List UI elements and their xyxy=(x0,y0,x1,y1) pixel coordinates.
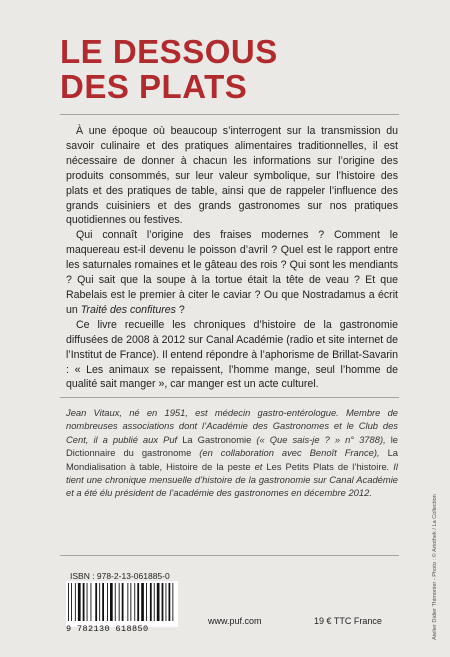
barcode-bar xyxy=(169,583,171,621)
barcode-bar xyxy=(115,583,116,621)
bio-part-1: Jean Vitaux, né en 1951, est médecin gastro-entérologue. Membre de nombreuses associations dont l’Académie des Gastronomes et le Club des Cent, il a publié aux Puf xyxy=(66,407,398,445)
blurb-paragraph-2-end: ? xyxy=(175,303,185,316)
title-line-2: DES PLATS xyxy=(60,68,248,105)
barcode-bar xyxy=(110,583,113,621)
barcode-digits: 9 782130 618850 xyxy=(66,624,149,634)
divider-bottom xyxy=(60,555,399,556)
book-title xyxy=(60,34,278,104)
title-line-1: LE DESSOUS xyxy=(60,33,278,70)
barcode-bar xyxy=(130,583,131,621)
barcode-bar xyxy=(99,583,100,621)
bio-part-3: (en collaboration avec Benoît France), xyxy=(191,447,388,459)
barcode-bar xyxy=(68,583,69,621)
barcode-bar xyxy=(157,583,160,621)
barcode-bar xyxy=(83,583,85,621)
price: 19 € TTC France xyxy=(314,616,382,626)
blurb-paragraph-1: À une époque où beaucoup s’interrogent sur la transmission du savoir culinaire et des pratiques alimentaires traditionnelles, il est nécessaire de donner à chacun les informations sur l’origine des produits consommés, sur leur valeur symbolique, sur l’histoire des plats et des pratiques de table, ainsi que de rappeler l’influence des grands cuisiniers et des grands gastronomes sur nos pratiques quotidiennes ou festives. xyxy=(66,125,398,227)
barcode-bar xyxy=(162,583,164,621)
barcode-bar xyxy=(75,583,76,621)
barcode-bar xyxy=(122,583,124,621)
barcode-bar xyxy=(71,583,72,621)
barcode-bar xyxy=(102,583,104,621)
bio-book-1: La Gastronomie xyxy=(182,433,252,445)
barcode-bar xyxy=(134,583,135,621)
divider-middle xyxy=(60,397,399,398)
bio-book-3: La Mondialisation à table, Histoire de la peste xyxy=(66,447,398,472)
bio-book-2: le Dictionnaire du gastronome xyxy=(66,433,398,459)
barcode-bar xyxy=(141,583,144,621)
bio-part-4: et xyxy=(250,460,267,472)
isbn-label: ISBN : 978-2-13-061885-0 xyxy=(70,571,170,581)
barcode-bar xyxy=(127,583,128,621)
barcode-bar xyxy=(119,583,120,621)
barcode-bar xyxy=(166,583,167,621)
blurb-paragraph-2-start: Qui connaît l’origine des fraises modernes ? Comment le maquereau est-il devenu le poisson d’avril ? Quel est le rapport entre les saturnales romaines et le gâteau des rois ? Qui sont les mendiants ? Qui sait que la soupe à la tortue était la tête de veau ? Et que Rabelais est le premier à citer le caviar ? Ou que Nostradamus a écrit un xyxy=(66,229,398,316)
barcode-bar xyxy=(172,583,173,621)
barcode-bar xyxy=(95,583,97,621)
barcode xyxy=(66,581,178,627)
blurb-paragraph-2 xyxy=(66,228,398,317)
book-title-confitures: Traité des confitures xyxy=(80,303,176,316)
barcode-bar xyxy=(87,583,88,621)
publisher-website: www.puf.com xyxy=(208,616,262,626)
blurb xyxy=(66,124,398,392)
bio-book-4: Les Petits Plats de l’histoire xyxy=(266,460,387,472)
bio-part-5: . Il tient une chronique mensuelle d’histoire de la gastronomie sur Canal Académie et a été élu président de l’académie des gastronomes en décembre 2012. xyxy=(66,460,398,499)
barcode-bar xyxy=(137,583,139,621)
bio-part-2: (« Que sais-je ? » n° 3788), xyxy=(251,433,391,445)
author-bio xyxy=(66,406,398,500)
barcode-bar xyxy=(150,583,152,621)
blurb-paragraph-3: Ce livre recueille les chroniques d’histoire de la gastronomie diffusées de 2008 à 2012 sur Canal Académie (radio et site internet de l’Institut de France). Il entend répondre à l’aphorisme de Brillat-Savarin : « Les animaux se repaissent, l’homme mange, seul l’homme de qualité sait manger », car manger est un acte culturel. xyxy=(66,318,398,391)
credits: Atelier Didier Thimonier - Photo : © Artothek / La Collection xyxy=(432,494,438,640)
barcode-bar xyxy=(154,583,155,621)
barcode-bar xyxy=(107,583,108,621)
barcode-bar xyxy=(91,583,92,621)
divider-top xyxy=(60,114,399,115)
barcode-bar xyxy=(78,583,81,621)
barcode-bar xyxy=(146,583,147,621)
